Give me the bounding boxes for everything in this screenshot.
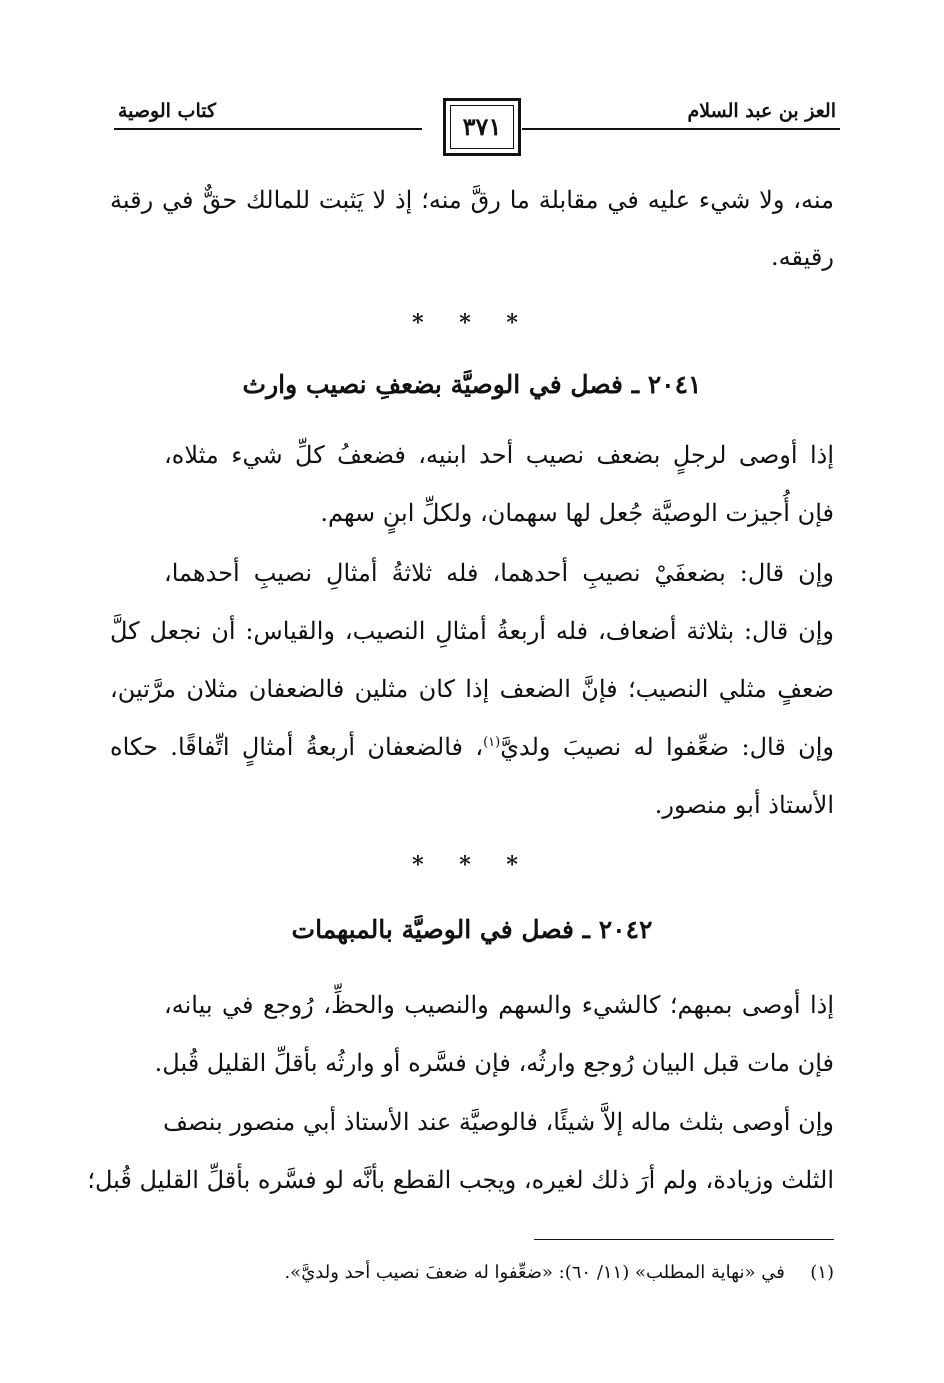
section-heading-2042: ٢٠٤٢ ـ فصل في الوصيَّة بالمبهمات [291, 915, 653, 944]
running-header-section: كتاب الوصية [118, 100, 217, 122]
footnote-number: (١) [810, 1262, 834, 1283]
text-line: رقيقه. [771, 243, 834, 271]
header-rule-right [522, 128, 840, 130]
text-line: الثلث وزيادة، ولم أرَ ذلك لغيره، ويجب القطع بأنَّه لو فسَّره بأقلِّ القليل قُبل؛ [87, 1166, 834, 1194]
text-line: إذا أوصى بمبهم؛ كالشيء والسهم والنصيب والحظِّ، رُوجع في بيانه، [164, 991, 834, 1019]
text-line: فإن مات قبل البيان رُوجع وارثُه، فإن فسَّره أو وارثُه بأقلِّ القليل قُبل. [154, 1049, 834, 1077]
text-line: وإن قال: بثلاثة أضعاف، فله أربعةُ أمثالِ النصيب، والقياس: أن نجعل كلَّ [110, 617, 834, 645]
text-line: منه، ولا شيء عليه في مقابلة ما رقَّ منه؛ إذ لا يَثبت للمالك حقٌّ في رقبة [110, 186, 834, 214]
text-line-part: وإن قال: ضعِّفوا له نصيبَ ولديَّ$^{(١)}$، فالضعفان أربعةُ أمثالٍ اتِّفاقًا. حكاه [110, 733, 835, 761]
running-header-author: العز بن عبد السلام [687, 100, 836, 122]
footnote-text: في «نهاية المطلب» (١١/ ٦٠): «ضعِّفوا له ضعفَ نصيب أحد ولديَّ». [284, 1262, 785, 1283]
page-number-frame [443, 98, 521, 156]
section-heading-2041: ٢٠٤١ ـ فصل في الوصيَّة بضعفِ نصيب وارث [242, 370, 702, 399]
footnote-rule [534, 1239, 834, 1240]
section-separator: * * * [412, 852, 532, 878]
text-line-with-footnote [110, 730, 834, 764]
page-number: ٣٧١ [462, 112, 502, 141]
text-line: الأستاذ أبو منصور. [654, 791, 834, 819]
header-rule-left [114, 128, 422, 130]
footnote-marker: (١) [483, 735, 501, 750]
text-line: وإن قال: بضعفَيْ نصيبِ أحدهما، فله ثلاثةُ أمثالِ نصيبِ أحدهما، [164, 559, 834, 587]
text-line: ضعفٍ مثلي النصيب؛ فإنَّ الضعف إذا كان مثلين فالضعفان مثلان مرَّتين، [110, 675, 834, 703]
text-line: إذا أوصى لرجلٍ بضعف نصيب أحد ابنيه، فضعفُ كلِّ شيء مثلاه، [164, 441, 834, 469]
footnote [284, 1262, 834, 1283]
text-line: فإن أُجيزت الوصيَّة جُعل لها سهمان، ولكلِّ ابنٍ سهم. [320, 499, 834, 527]
text-line: وإن أوصى بثلث ماله إلاَّ شيئًا، فالوصيَّة عند الأستاذ أبي منصور بنصف [163, 1108, 834, 1136]
section-separator: * * * [412, 310, 532, 336]
